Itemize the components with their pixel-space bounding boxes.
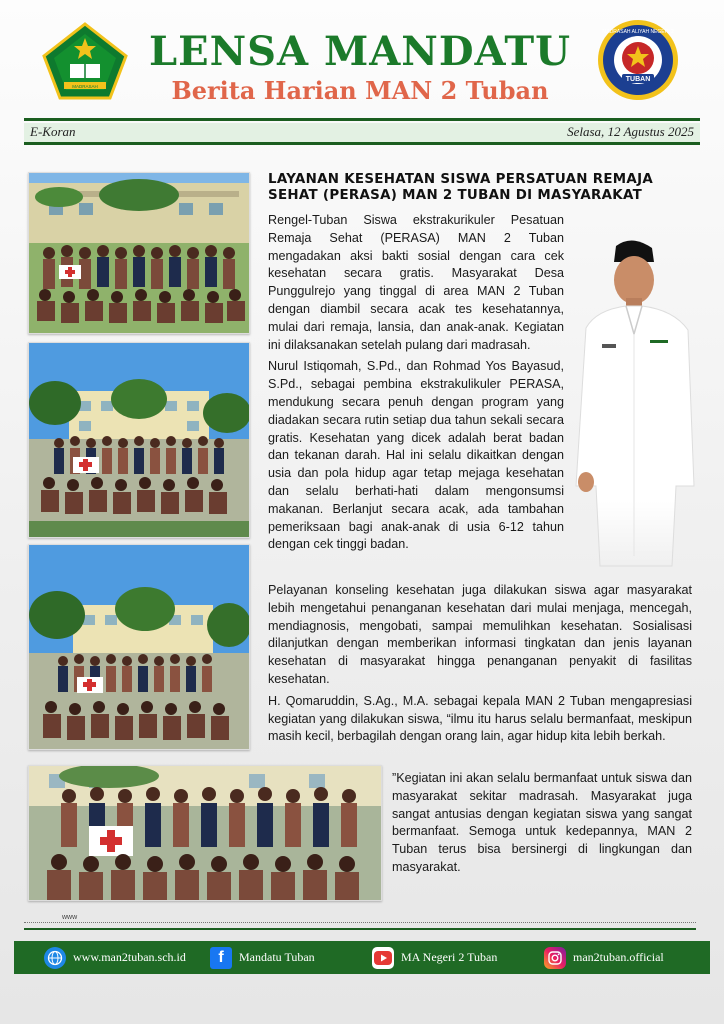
header-rule	[24, 118, 700, 121]
footer-small-mark: www	[62, 914, 78, 921]
svg-text:MADRASAH: MADRASAH	[72, 84, 98, 89]
group-photo-2	[28, 342, 250, 538]
facebook-icon: f	[210, 947, 232, 969]
article-headline: LAYANAN KESEHATAN SISWA PERSATUAN REMAJA SEHAT (PERASA) MAN 2 TUBAN DI MASYARAKAT	[268, 172, 654, 203]
article-paragraph-5: ”Kegiatan ini akan selalu bermanfaat untuk siswa dan masyarakat sekitar madrasah. Masyarakat juga sangat antusias dengan kegiatan siswa yang sangat bermanfaat. Semoga untuk kedepannya, MAN 2 Tuban terus bisa bersinergi di lingkungan dan masyarakat.	[392, 771, 692, 874]
newspaper-subtitle: Berita Harian MAN 2 Tuban	[171, 76, 549, 105]
website-link[interactable]: www.man2tuban.sch.id	[73, 950, 186, 964]
kemenag-logo	[42, 22, 128, 100]
footer-rule	[24, 928, 696, 930]
article-column-middle	[268, 582, 692, 750]
article-paragraph-4: H. Qomaruddin, S.Ag., M.A. sebagai kepala MAN 2 Tuban mengapresiasi kegiatan yang dilakukan siswa, “ilmu itu harus selalu bermanfaat, meskipun masih kecil, berbagilah dengan orang lain, agar hidup kita lebih berkah.	[268, 693, 692, 744]
newspaper-title: LENSA MANDATU	[148, 28, 572, 75]
group-photo-3	[28, 544, 250, 750]
footer-instagram[interactable]	[544, 941, 664, 974]
globe-icon	[44, 947, 66, 969]
footer-facebook[interactable]	[210, 941, 315, 974]
group-photo-1	[28, 172, 250, 334]
man2-tuban-logo	[596, 18, 680, 102]
footer-website[interactable]	[44, 941, 186, 974]
article-paragraph-3: Pelayanan konseling kesehatan juga dilakukan siswa agar masyarakat lebih mengetahui penanganan kesehatan dari mulai menjaga, mencegah, mendiagnosis, mengobati, sampai memulihkan kesehatan. Sosialisasi dilanjutkan dengan memberikan informasi tingkatan dan jenis layanan kesehatan di masyarakat hingga penanganan penyakit di fasilitas kesehatan.	[268, 583, 692, 686]
youtube-icon	[372, 947, 394, 969]
footer-bar	[14, 941, 710, 974]
instagram-link[interactable]: man2tuban.official	[573, 950, 664, 964]
article-paragraph-1: Rengel-Tuban Siswa ekstrakurikuler Pesatuan Remaja Sehat (PERASA) MAN 2 Tuban mengadakan aksi bakti sosial dengan cara cek kesehatan secara gratis. Masyarakat Desa Punggulrejo yang tinggal di area MAN 2 Tuban dengan diambil secara acak tes kesehatannya, mulai dari remaja, lansia, dan anak-anak. Kegiatan ini dilaksanakan setelah pulang dari madrasah.	[268, 213, 564, 352]
edition-label: E-Koran	[30, 124, 76, 139]
article-column-lower	[392, 770, 692, 881]
svg-text:MADRASAH ALIYAH NEGERI 2: MADRASAH ALIYAH NEGERI 2	[602, 29, 674, 35]
svg-text:TUBAN: TUBAN	[625, 76, 651, 83]
article-column-upper	[268, 212, 564, 558]
group-photo-4	[28, 765, 382, 901]
instagram-icon	[544, 947, 566, 969]
youtube-link[interactable]: MA Negeri 2 Tuban	[401, 950, 498, 964]
issue-date: Selasa, 12 Agustus 2025	[567, 124, 694, 139]
headmaster-portrait	[566, 236, 698, 572]
footer-youtube[interactable]	[372, 941, 497, 974]
facebook-link[interactable]: Mandatu Tuban	[239, 950, 315, 964]
footer-dotted-rule	[24, 922, 696, 923]
article-paragraph-2: Nurul Istiqomah, S.Pd., dan Rohmad Yos Bayasud, S.Pd., sebagai pembina ekstrakulikuler PERASA, mendukung secara penuh dengan program yang diadakan secara rutin setiap dua tahun sekali secara gratis. Kesehatan yang dicek adalah berat badan dan tekanan darah. Hal ini selalu dikaitkan dengan usia dan pola hidup agar tetap mejaga kesehatan dan selalu berhati-hati dalam mengonsumsi makanan. Berlanjut secara acak, ada tambahan pemeriksaan bagi anak-anak di usia 6-12 tahun dengan cek tinggi badan.	[268, 359, 564, 552]
